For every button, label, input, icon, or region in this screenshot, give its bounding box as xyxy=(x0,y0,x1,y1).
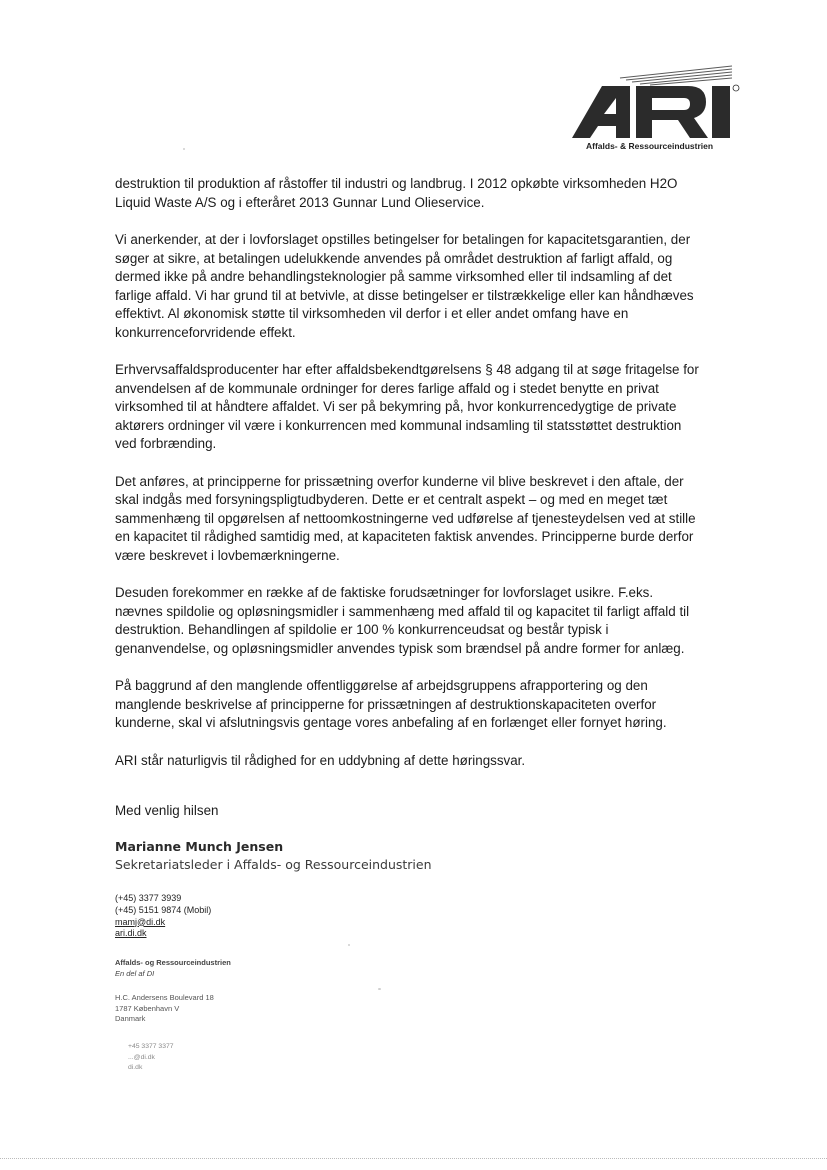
faded-line: ...@di.dk xyxy=(128,1053,155,1061)
email-link[interactable]: mamj@di.dk xyxy=(115,916,166,927)
organization-subtitle: En del af DI xyxy=(115,968,155,978)
signatory-title: Sekretariatsleder i Affalds- og Ressourceindustrien xyxy=(115,857,432,872)
ari-logo xyxy=(560,58,750,156)
paragraph: ARI står naturligvis til rådighed for en uddybning af dette høringssvar. xyxy=(115,752,526,768)
faded-line: di.dk xyxy=(128,1064,143,1071)
website-link[interactable]: ari.di.dk xyxy=(115,928,147,939)
faded-contact-lines xyxy=(128,1042,174,1074)
paragraph: Vi anerkender, at der i lovforslaget opstilles betingelser for betalingen for kapacitetsgarantien, der søger at sikre, at betalingen udelukkende anvendes på området destruktion af farligt affald, og dermed ikke på andre behandlingsteknologier på samme virksomhed eller til indsamling af det farlige affald. Vi har grund til at betvivle, at disse betingelser er tilstrækkelige eller kan håndhæves effektivt. Al økonomisk støtte til virksomheden vil derfor i et eller andet omfang have en konkurrenceforvridende effekt. xyxy=(115,232,694,340)
faded-line: +45 3377 3377 xyxy=(128,1043,174,1050)
paragraph: På baggrund af den manglende offentliggørelse af arbejdsgruppens afrapportering og den manglende beskrivelse af principperne for prissætningen af destruktionskapaciteten overfor kunderne, skal vi afslutningsvis gentage vores anbefaling af en forlænget eller fornyet høring. xyxy=(115,678,667,730)
logo-tagline: Affalds- & Ressourceindustrien xyxy=(586,141,714,151)
scan-speck xyxy=(183,148,185,150)
footer-rule xyxy=(0,1158,827,1159)
letter-body xyxy=(115,175,740,789)
organization-block xyxy=(115,958,231,979)
mobile-number: (+45) 5151 9874 (Mobil) xyxy=(115,904,212,915)
paragraph: Erhvervsaffaldsproducenter har efter affaldsbekendtgørelsens § 48 adgang til at søge fritagelse for anvendelsen af de kommunale ordninger for deres farlige affald og i stedet benytte en privat virksomhed til at håndtere affaldet. Vi ser på bekymring på, hvor konkurrencedygtige de private aktørers ordninger vil være i konkurrencen med kommunal indsamling til statsstøttet destruktion ved forbrænding. xyxy=(115,362,699,451)
phone-number: (+45) 3377 3939 xyxy=(115,893,182,903)
address-city: 1787 København V xyxy=(115,1003,180,1013)
signatory-name: Marianne Munch Jensen xyxy=(115,839,284,854)
address-block xyxy=(115,993,214,1025)
paragraph: Det anføres, at principperne for prissætning overfor kunderne vil blive beskrevet i den aftale, der skal indgås med forsyningspligtudbyderen. Dette er et centralt aspekt – og med en meget tæt sammenhæng til opgørelsen af nettoomkostningerne ved udførelse af tjenesteydelsen ved at stille en kapacitet til rådighed samtidig med, at kapaciteten faktisk anvendes. Principperne burde derfor være beskrevet i lovbemærkningerne. xyxy=(115,473,696,563)
address-country: Danmark xyxy=(115,1014,146,1023)
contact-block xyxy=(115,893,211,940)
paragraph: destruktion til produktion af råstoffer til industri og landbrug. I 2012 opkøbte virksomheden H2O Liquid Waste A/S og i efteråret 2013 Gunnar Lund Olieservice. xyxy=(115,176,678,210)
closing-greeting: Med venlig hilsen xyxy=(115,803,219,818)
address-street: H.C. Andersens Boulevard 18 xyxy=(115,993,214,1002)
paragraph: Desuden forekommer en række af de faktiske forudsætninger for lovforslaget usikre. F.eks. nævnes spildolie og opløsningsmidler i sammenhæng med affald til og kapacitet til farligt affald til destruktion. Behandlingen af spildolie er 100 % konkurrenceudsat og består typisk i genanvendelse, og opløsningsmidler anvendes typisk som brændsel på andre former for anlæg. xyxy=(115,585,690,656)
scan-speck xyxy=(348,944,350,946)
organization-name: Affalds- og Ressourceindustrien xyxy=(115,958,231,967)
scan-speck xyxy=(378,988,381,990)
